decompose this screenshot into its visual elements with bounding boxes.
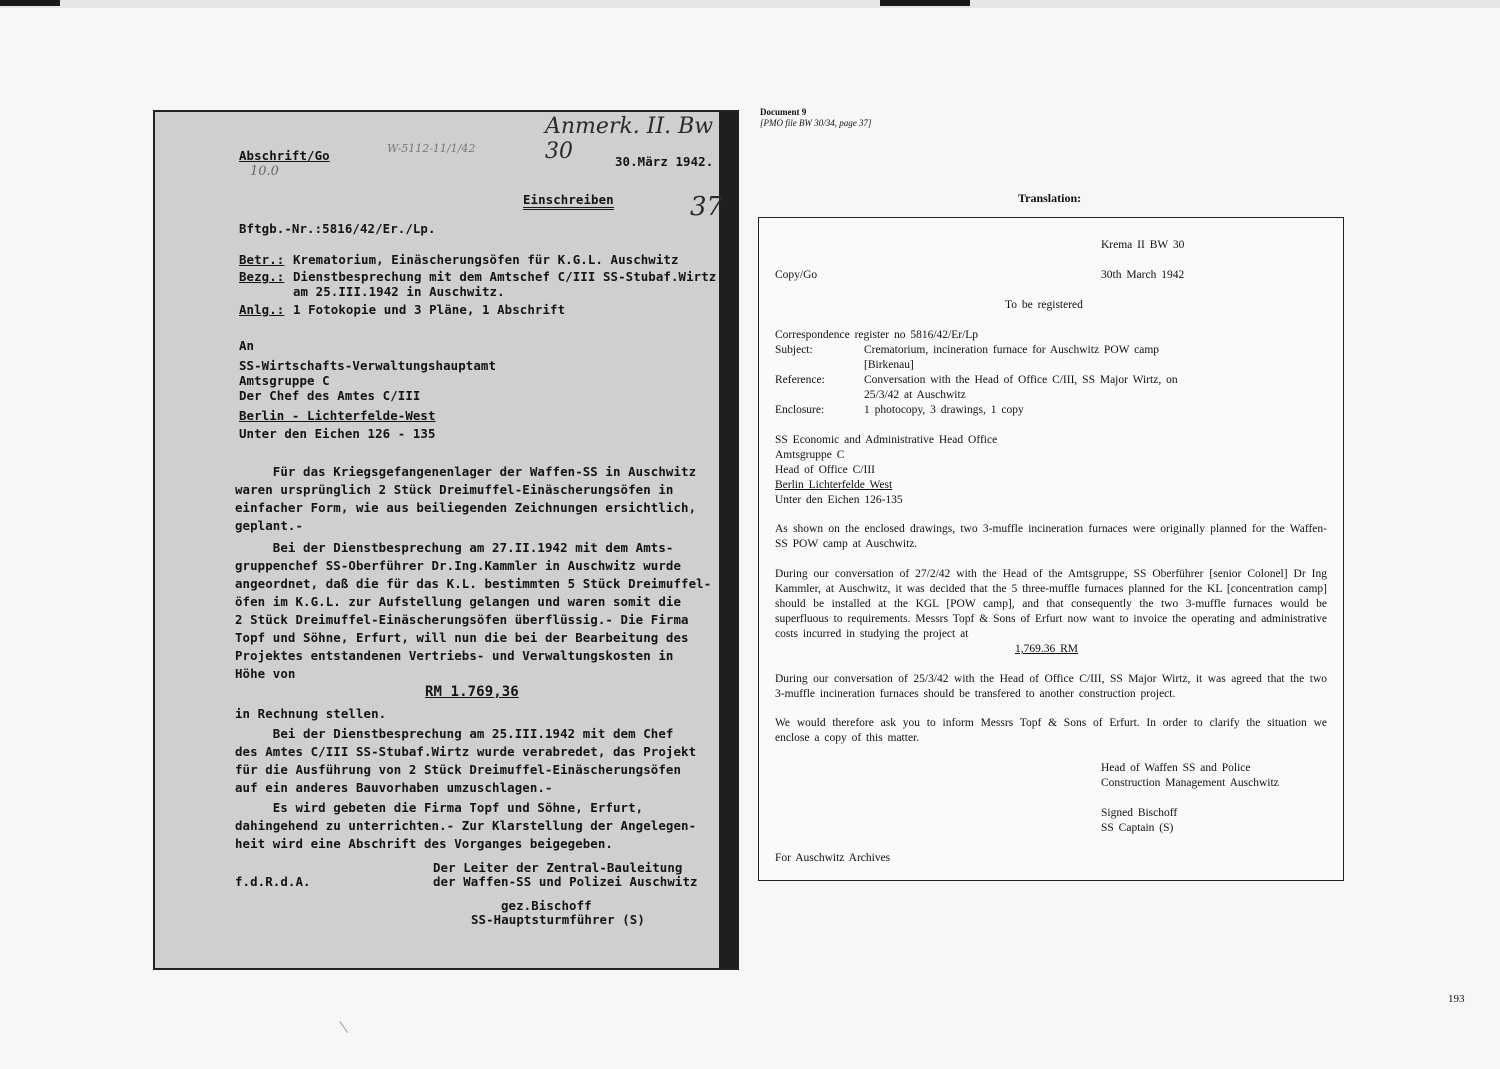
anlg-text: 1 Fotokopie und 3 Pläne, 1 Abschrift	[293, 302, 566, 317]
signature-line-4: SS-Hauptsturmführer (S)	[471, 912, 645, 927]
reference-text-1: Conversation with the Head of Office C/III, SS Major Wirtz, on	[864, 374, 1178, 386]
subject-label: Subject:	[775, 344, 813, 356]
invoice-amount: RM 1.769,36	[425, 684, 519, 700]
subject-text-1: Crematorium, incineration furnace for Auschwitz POW camp	[864, 344, 1160, 356]
document-label: Document 9	[760, 107, 807, 117]
subject-text-2: [Birkenau]	[864, 359, 914, 371]
body-line: Höhe von	[235, 666, 296, 681]
address-an: An	[239, 338, 255, 353]
signature-fdrda: f.d.R.d.A.	[235, 874, 311, 889]
signature-line-3: gez.Bischoff	[501, 898, 592, 913]
address-line-4: Berlin Lichterfelde West	[775, 479, 893, 491]
paragraph-3: During our conversation of 25/3/42 with the Head of Office C/III, SS Major Wirtz, it was agreed that the two 3-muffle incineration furnaces should be transfered to another construction project.	[775, 673, 1327, 700]
signature-line-2: Construction Management Auschwitz	[1101, 777, 1279, 789]
body-line: Es wird gebeten die Firma Topf und Söhne, Erfurt,	[235, 800, 644, 815]
amount: 1,769.36 RM	[1015, 643, 1079, 655]
body-line: Topf und Söhne, Erfurt, will nun die bei der Bearbeitung des	[235, 630, 689, 645]
reference-number: Bftgb.-Nr.:5816/42/Er./Lp.	[239, 221, 436, 236]
document-meta	[760, 107, 872, 129]
bezg-label: Bezg.:	[239, 269, 285, 284]
enclosure-text: 1 photocopy, 3 drawings, 1 copy	[864, 404, 1024, 416]
reference-text-2: 25/3/42 at Auschwitz	[864, 389, 966, 401]
paragraph-4: We would therefore ask you to inform Messrs Topf & Sons of Erfurt. In order to clarify the situation we enclose a copy of this matter.	[775, 717, 1327, 744]
paragraph-2: During our conversation of 27/2/42 with the Head of the Amtsgruppe, SS Oberführer [senior Colonel] Dr Ing Kammler, at Auschwitz, it was decided that the 5 three-muffle furnaces planned for the KL [concentration camp] should be installed at the KGL [POW camp], and that consequently the two 3-muffle furnaces would be superfluous to requirements. Messrs Topf & Sons of Erfurt now want to invoice the operating and administrative costs incurred in studying the project at	[775, 568, 1327, 640]
handwritten-page-number: 37	[690, 192, 724, 222]
top-edge-dark-mark	[0, 0, 60, 6]
signature-line-4: SS Captain (S)	[1101, 822, 1174, 834]
krema-heading: Krema II BW 30	[1101, 239, 1185, 251]
body-line: geplant.-	[235, 518, 304, 533]
bezg-text-1: Dienstbesprechung mit dem Amtschef C/III SS-Stubaf.Wirtz	[293, 269, 717, 284]
letter-date: 30.März 1942.	[615, 154, 714, 169]
address-line-1: SS Economic and Administrative Head Office	[775, 434, 998, 446]
copy-header: Abschrift/Go	[239, 148, 330, 163]
body-line: für die Ausführung von 2 Stück Dreimuffel-Einäscherungsöfen	[235, 762, 682, 777]
body-line: Bei der Dienstbesprechung am 25.III.1942 mit dem Chef	[235, 726, 674, 741]
archives-note: For Auschwitz Archives	[775, 852, 891, 864]
body-line: auf ein anderes Bauvorhaben umzuschlagen.-	[235, 780, 553, 795]
translation-box	[758, 217, 1344, 881]
stray-mark	[339, 1013, 359, 1033]
top-edge-strip	[0, 0, 1500, 8]
scan-dark-edge	[719, 112, 737, 968]
faint-stamp-number: W-5112-11/1/42	[387, 142, 476, 155]
betr-label: Betr.:	[239, 252, 285, 267]
registered-mail-label: Einschreiben	[523, 192, 614, 210]
translation-date: 30th March 1942	[1101, 269, 1185, 281]
reference-label: Reference:	[775, 374, 825, 386]
handwritten-code: 10.0	[250, 164, 279, 179]
signature-line-1: Der Leiter der Zentral-Bauleitung	[433, 860, 683, 875]
body-line: dahingehend zu unterrichten.- Zur Klarstellung der Angelegen-	[235, 818, 697, 833]
body-line: öfen im K.G.L. zur Aufstellung gelangen und waren somit die	[235, 594, 682, 609]
address-line-1: SS-Wirtschafts-Verwaltungshauptamt	[239, 358, 497, 373]
address-line-3: Der Chef des Amtes C/III	[239, 388, 421, 403]
original-document-scan	[153, 110, 739, 970]
body-line: gruppenchef SS-Oberführer Dr.Ing.Kammler in Auschwitz wurde	[235, 558, 682, 573]
correspondence-number: Correspondence register no 5816/42/Er/Lp	[775, 329, 979, 341]
body-line: 2 Stück Dreimuffel-Einäscherungsöfen überflüssig.- Die Firma	[235, 612, 689, 627]
signature-line-3: Signed Bischoff	[1101, 807, 1178, 819]
body-line: heit wird eine Abschrift des Vorganges beigegeben.	[235, 836, 613, 851]
anlg-label: Anlg.:	[239, 302, 285, 317]
address-line-2: Amtsgruppe C	[775, 449, 845, 461]
address-line-4: Berlin - Lichterfelde-West	[239, 408, 436, 423]
body-line: einfacher Form, wie aus beiliegenden Zeichnungen ersichtlich,	[235, 500, 697, 515]
body-line: Projektes entstandenen Vertriebs- und Verwaltungskosten in	[235, 648, 674, 663]
paragraph-1: As shown on the enclosed drawings, two 3-muffle incineration furnaces were originally planned for the Waffen-SS POW camp at Auschwitz.	[775, 523, 1327, 550]
page-number: 193	[1448, 993, 1465, 1005]
address-line-5: Unter den Eichen 126-135	[775, 494, 903, 506]
document-source: [PMO file BW 30/34, page 37]	[760, 118, 872, 128]
body-line: waren ursprünglich 2 Stück Dreimuffel-Einäscherungsöfen in	[235, 482, 674, 497]
address-line-5: Unter den Eichen 126 - 135	[239, 426, 436, 441]
betr-text: Krematorium, Einäscherungsöfen für K.G.L. Auschwitz	[293, 252, 679, 267]
body-line: Für das Kriegsgefangenenlager der Waffen-SS in Auschwitz	[235, 464, 697, 479]
body-line: Bei der Dienstbesprechung am 27.II.1942 mit dem Amts-	[235, 540, 674, 555]
body-line: des Amtes C/III SS-Stubaf.Wirtz wurde verabredet, das Projekt	[235, 744, 697, 759]
translation-title: Translation:	[1018, 191, 1082, 205]
registered-label: To be registered	[1005, 299, 1083, 311]
body-line: in Rechnung stellen.	[235, 706, 387, 721]
signature-line-1: Head of Waffen SS and Police	[1101, 762, 1251, 774]
top-edge-dark-mark	[880, 0, 970, 6]
body-line: angeordnet, daß die für das K.L. bestimmten 5 Stück Dreimuffel-	[235, 576, 712, 591]
signature-line-2: der Waffen-SS und Polizei Auschwitz	[433, 874, 698, 889]
copy-label: Copy/Go	[775, 269, 818, 281]
handwritten-archive-note: Anmerk. II. Bw 30	[545, 114, 714, 164]
address-line-3: Head of Office C/III	[775, 464, 875, 476]
bezg-text-2: am 25.III.1942 in Auschwitz.	[293, 284, 505, 299]
enclosure-label: Enclosure:	[775, 404, 825, 416]
address-line-2: Amtsgruppe C	[239, 373, 330, 388]
